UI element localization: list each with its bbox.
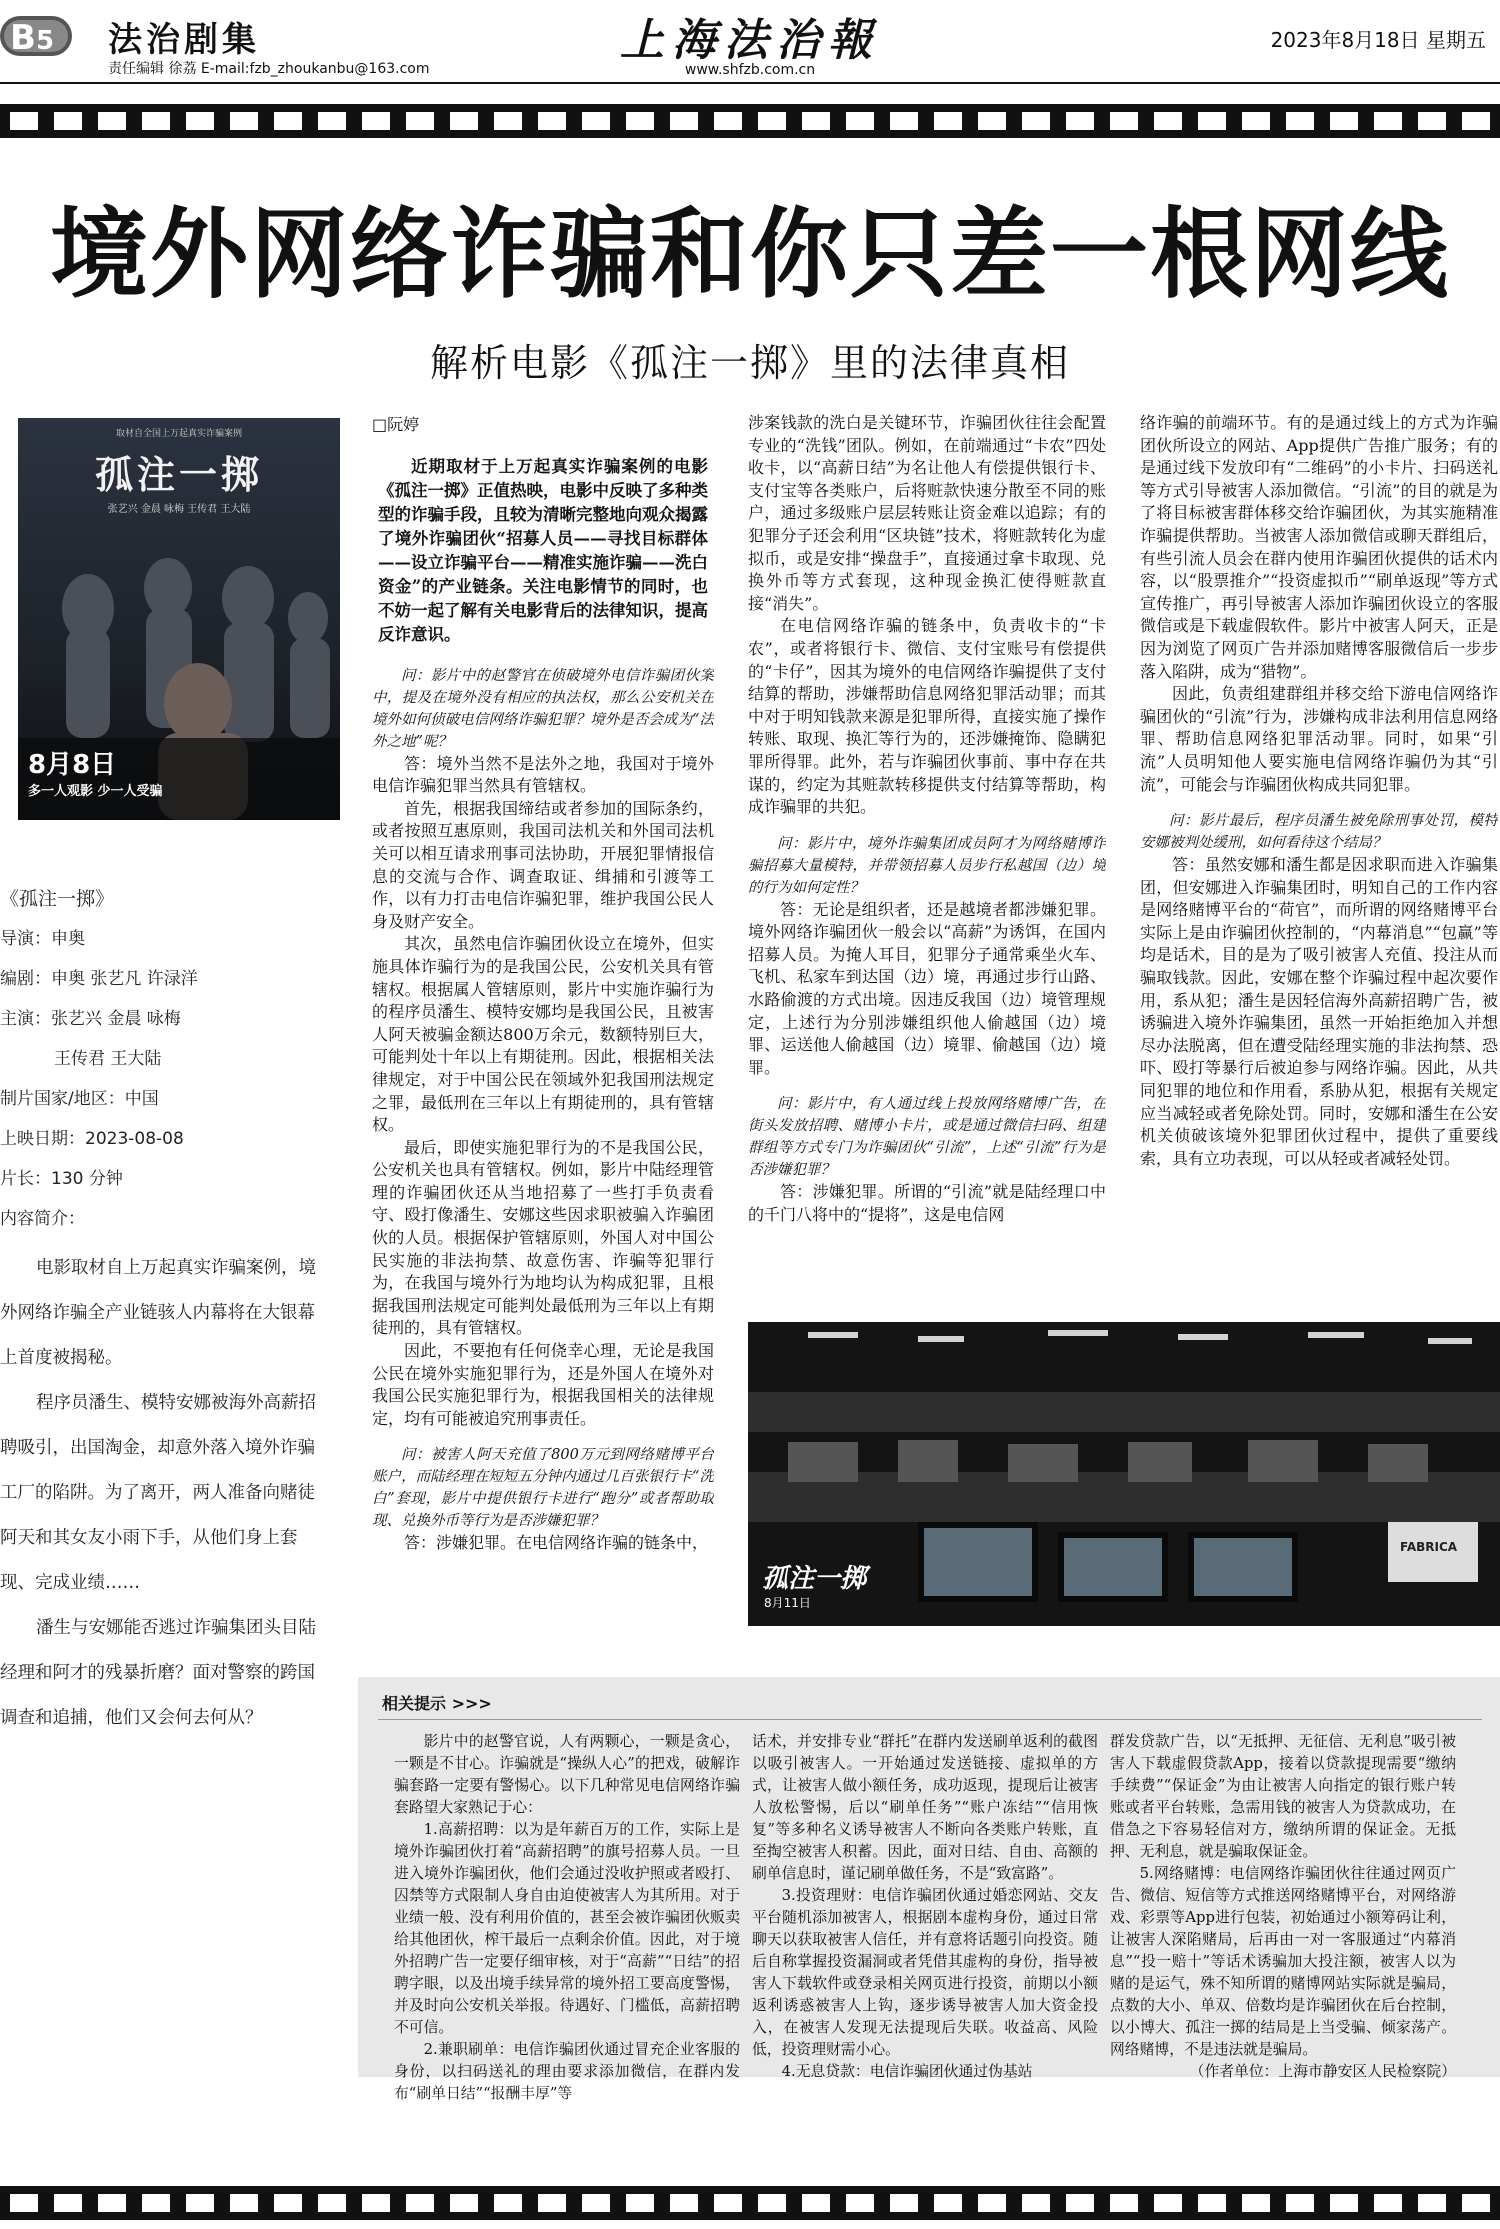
tip-paragraph: 群发贷款广告，以“无抵押、无征信、无利息”吸引被害人下载虚假贷款App，接着以贷款提现需要“缴纳手续费”“保证金”为由让被害人向指定的银行账户转账或者平台转账，急需用钱的被害人为贷款成功，在借急之下容易轻信对方，缴纳所谓的保证金。无抵押、无利息，就是骗取保证金。 bbox=[1110, 1733, 1456, 1860]
issue-date: 2023年8月18日 星期五 bbox=[1270, 28, 1486, 52]
question-3: 问：影片中，境外诈骗集团成员阿才为网络赌博诈骗招募大量模特，并带领招募人员步行私越国（边）境的行为如何定性？ bbox=[748, 835, 1106, 896]
film-perforation bbox=[934, 112, 962, 130]
related-rule bbox=[378, 1719, 1482, 1720]
film-perforation bbox=[318, 2194, 346, 2212]
film-perforation bbox=[1462, 2194, 1490, 2212]
editors-line: 责任编辑 徐荔 E-mail:fzb_zhoukanbu@163.com bbox=[108, 61, 430, 77]
svg-text:B: B bbox=[10, 18, 36, 58]
film-perforation bbox=[1242, 2194, 1270, 2212]
page-header bbox=[0, 0, 1500, 100]
film-strip-bottom bbox=[0, 2186, 1500, 2220]
film-perforation bbox=[10, 2194, 38, 2212]
film-perforation bbox=[890, 112, 918, 130]
poster-slogan: 多一人观影 少一人受骗 bbox=[28, 784, 163, 799]
still-date: 8月11日 bbox=[764, 1596, 811, 1610]
tip-paragraph: 4.无息贷款：电信诈骗团伙通过伪基站 bbox=[781, 2063, 1033, 2080]
tip-paragraph: 2.兼职刷单：电信诈骗团伙通过冒充企业客服的身份，以扫码送礼的理由要求添加微信，在群内发布“刷单日结”“报酬丰厚”等 bbox=[394, 2041, 740, 2102]
answer-paragraph: 因此，负责组建群组并移交给下游电信网络诈骗团伙的“引流”行为，涉嫌构成非法利用信息网络罪、帮助信息网络犯罪活动罪。同时，如果“引流”人员明知他人要实施电信网络诈骗仍为其“引流”，可能会与诈骗团伙构成共同犯罪。 bbox=[1140, 684, 1498, 794]
page-badge bbox=[0, 12, 96, 58]
film-strip-top bbox=[0, 104, 1500, 138]
section-title: 法治剧集 bbox=[108, 20, 260, 60]
film-perforation bbox=[1374, 2194, 1402, 2212]
film-perforation bbox=[758, 2194, 786, 2212]
question-1: 问：影片中的赵警官在侦破境外电信诈骗团伙案中，提及在境外没有相应的执法权，那么公安机关在境外如何侦破电信网络诈骗犯罪？境外是否会成为“法外之地”呢？ bbox=[372, 667, 714, 750]
film-perforation bbox=[318, 112, 346, 130]
film-perforation bbox=[714, 2194, 742, 2212]
answer-paragraph: 答：涉嫌犯罪。在电信网络诈骗的链条中， bbox=[404, 1533, 709, 1553]
poster-date: 8月8日 bbox=[28, 750, 117, 780]
film-perforation bbox=[274, 112, 302, 130]
film-perforation bbox=[1198, 2194, 1226, 2212]
related-column-1 bbox=[394, 1731, 740, 2105]
film-perforation bbox=[1462, 112, 1490, 130]
byline: □阮婷 bbox=[372, 415, 420, 434]
film-perforation bbox=[1110, 2194, 1138, 2212]
film-perforation bbox=[802, 112, 830, 130]
film-perforation bbox=[98, 2194, 126, 2212]
headline: 境外网络诈骗和你只差一根网线 bbox=[49, 198, 1450, 312]
film-cast-cont: 王传君 王大陆 bbox=[54, 1049, 162, 1069]
poster-tagline: 取材自全国上万起真实诈骗案例 bbox=[115, 429, 242, 439]
film-perforation bbox=[450, 2194, 478, 2212]
svg-text:5: 5 bbox=[36, 26, 55, 56]
film-perforation bbox=[670, 112, 698, 130]
question-4: 问：影片中，有人通过线上投放网络赌博广告，在街头发放招聘、赌博小卡片，或是通过微信扫码、组建群组等方式专门为诈骗团伙“引流”，上述“引流”行为是否涉嫌犯罪？ bbox=[748, 1096, 1106, 1179]
synopsis-label: 内容简介： bbox=[0, 1209, 85, 1229]
answer-paragraph: 其次，虽然电信诈骗团伙设立在境外，但实施具体诈骗行为的是我国公民，公安机关具有管辖权。根据属人管辖原则，影片中实施诈骗行为的程序员潘生、模特安娜均是我国公民，且被害人阿天被骗金额达800万余元，数额特别巨大，可能判处十年以上有期徒刑。因此，根据相关法律规定，对于中国公民在领域外犯我国刑法规定之罪，最低刑在三年以上有期徒刑的，具有管辖权。 bbox=[372, 934, 714, 1135]
film-perforation bbox=[538, 2194, 566, 2212]
film-perforation bbox=[406, 112, 434, 130]
answer-paragraph: 首先，根据我国缔结或者参加的国际条约，或者按照互惠原则，我国司法机关和外国司法机关可以相互请求刑事司法协助，开展犯罪情报信息的交流与合作、调查取证、缉捕和引渡等工作，以有力打击电信诈骗犯罪，维护我国公民人身及财产安全。 bbox=[372, 798, 714, 931]
question-5: 问：影片最后，程序员潘生被免除刑事处罚，模特安娜被判处缓刑，如何看待这个结局？ bbox=[1140, 813, 1498, 852]
film-perforation bbox=[1154, 2194, 1182, 2212]
film-perforation bbox=[98, 112, 126, 130]
synopsis-paragraph: 程序员潘生、模特安娜被海外高薪招聘吸引，出国淘金，却意外落入境外诈骗工厂的陷阱。为了离开，两人准备向赌徒阿天和其女友小雨下手，从他们身上套现、完成业绩…… bbox=[0, 1393, 316, 1593]
film-release: 上映日期：2023-08-08 bbox=[0, 1129, 184, 1149]
answer-paragraph: 络诈骗的前端环节。有的是通过线上的方式为诈骗团伙所设立的网站、App提供广告推广服务；有的是通过线下发放印有“二维码”的小卡片、扫码送礼等方式引导被害人添加微信。“引流”的目的就是为了将目标被害群体移交给诈骗团伙，为其实施精准诈骗提供帮助。当被害人添加微信或聊天群组后，有些引流人员会在群内使用诈骗团伙提供的话术内容，以“股票推介”“投资虚拟币”“刷单返现”等方式宣传推广，再引导被害人添加诈骗团伙设立的客服微信或是下载虚假软件。影片中被害人阿天，正是因为浏览了网页广告并添加赌博客服微信后一步步落入陷阱，成为“猎物”。 bbox=[1140, 413, 1498, 681]
article-column-1 bbox=[372, 414, 714, 1654]
poster-cast: 张艺兴 金晨 咏梅 王传君 王大陆 bbox=[107, 504, 251, 515]
article-column-2 bbox=[748, 412, 1106, 1312]
author-affiliation: （作者单位：上海市静安区人民检察院） bbox=[1189, 2063, 1456, 2080]
film-perforation bbox=[1286, 112, 1314, 130]
masthead: 上海法治報 bbox=[620, 15, 880, 66]
answer-paragraph: 涉案钱款的洗白是关键环节，诈骗团伙往往会配置专业的“洗钱”团队。例如，在前端通过“卡农”四处收卡，以“高薪日结”为名让他人有偿提供银行卡、支付宝等各类账户，后将赃款快速分散至不同的账户，通过多级账户层层转账让资金难以追踪；有的犯罪分子还会利用“区块链”技术，将赃款转化为虚拟币，或是安排“操盘手”，直接通过拿卡取现、兑换外币等方式套现，这种现金换汇使得赃款直接“消失”。 bbox=[748, 413, 1106, 613]
film-perforation bbox=[978, 2194, 1006, 2212]
film-perforation bbox=[714, 112, 742, 130]
film-perforation bbox=[1198, 112, 1226, 130]
film-perforation bbox=[274, 2194, 302, 2212]
related-tips-box bbox=[358, 1677, 1500, 2102]
answer-paragraph: 最后，即使实施犯罪行为的不是我国公民，公安机关也具有管辖权。例如，影片中陆经理管理的诈骗团伙还从当地招募了一些打手负责看守、殴打像潘生、安娜这些因求职被骗入诈骗团伙的人员。根据保护管辖原则，外国人对中国公民实施的非法拘禁、故意伤害、诈骗等犯罪行为，在我国与境外行为地均认为构成犯罪，且根据我国刑法规定可能判处最低刑为三年以上有期徒刑的，具有管辖权。 bbox=[372, 1137, 714, 1338]
film-perforation bbox=[890, 2194, 918, 2212]
film-perforation bbox=[670, 2194, 698, 2212]
film-perforation bbox=[362, 112, 390, 130]
film-cast: 主演：张艺兴 金晨 咏梅 bbox=[0, 1009, 181, 1029]
film-perforation bbox=[1418, 2194, 1446, 2212]
film-perforation bbox=[1022, 112, 1050, 130]
tip-paragraph: 5.网络赌博：电信网络诈骗团伙往往通过网页广告、微信、短信等方式推送网络赌博平台，对网络游戏、彩票等App进行包装，初始通过小额筹码让利，让被害人深陷赌局，后再由一对一客服通过“内幕消息”“投一赔十”等话术诱骗加大投注额，被害人以为赌的是运气，殊不知所谓的赌博网站实际就是骗局，点数的大小、单双、倍数均是诈骗团伙在后台控制，以小博大、孤注一掷的结局是上当受骗、倾家荡产。网络赌博，不是违法就是骗局。 bbox=[1110, 1865, 1456, 2058]
article-column-3 bbox=[1140, 412, 1498, 1312]
film-perforation bbox=[582, 112, 610, 130]
movie-still-photo bbox=[748, 1322, 1500, 1626]
answer-paragraph: 因此，不要抱有任何侥幸心理，无论是我国公民在境外实施犯罪行为，还是外国人在境外对我国公民实施犯罪行为，根据我国相关的法律规定，均有可能被追究刑事责任。 bbox=[372, 1341, 714, 1428]
poster-title: 孤注一掷 bbox=[94, 453, 263, 497]
film-perforation bbox=[978, 112, 1006, 130]
header-rule bbox=[0, 82, 1500, 84]
film-perforation bbox=[230, 2194, 258, 2212]
film-perforation bbox=[758, 112, 786, 130]
film-perforation bbox=[142, 2194, 170, 2212]
subheadline: 解析电影《孤注一掷》里的法律真相 bbox=[429, 341, 1070, 385]
film-perforation bbox=[186, 2194, 214, 2212]
film-perforation bbox=[54, 2194, 82, 2212]
film-perforation bbox=[1154, 112, 1182, 130]
related-column-3 bbox=[1110, 1731, 1456, 2083]
film-perforation bbox=[1066, 2194, 1094, 2212]
film-perforation bbox=[54, 112, 82, 130]
film-perforation bbox=[450, 112, 478, 130]
tip-paragraph: 3.投资理财：电信诈骗团伙通过婚恋网站、交友平台随机添加被害人，根据剧本虚构身份，通过日常聊天以获取被害人信任，并有意将话题引向投资。随后自称掌握投资漏洞或者凭借其虚构的身份，指导被害人下载软件或登录相关网页进行投资，前期以小额返利诱惑被害人上钩，逐步诱导被害人加大资金投入，在被害人发现无法提现后失联。收益高、风险低，投资理财需小心。 bbox=[752, 1887, 1098, 2058]
answer-paragraph: 答：境外当然不是法外之地，我国对于境外电信诈骗犯罪当然具有管辖权。 bbox=[372, 753, 714, 796]
answer-paragraph: 答：无论是组织者，还是越境者都涉嫌犯罪。境外网络诈骗团伙一般会以“高薪”为诱饵，在国内招募人员。为掩人耳目，犯罪分子通常乘坐火车、飞机、私家车到达国（边）境，再通过步行山路、水路偷渡的方式出境。因违反我国（边）境管理规定，上述行为分别涉嫌组织他人偷越国（边）境罪、运送他人偷越国（边）境罪、偷越国（边）境罪。 bbox=[748, 899, 1106, 1077]
film-perforation bbox=[846, 2194, 874, 2212]
answer-paragraph: 在电信网络诈骗的链条中，负责收卡的“卡农”，或者将银行卡、微信、支付宝账号有偿提供的“卡仔”，因其为境外的电信网络诈骗提供了支付结算的帮助，涉嫌帮助信息网络犯罪活动罪；而其中对于明知钱款来源是犯罪所得，直接实施了操作转账、取现、换汇等行为的，还涉嫌掩饰、隐瞒犯罪所得罪。此外，若与诈骗团伙事前、事中存在共谋的，约定为其赃款转移提供支付结算等帮助，构成诈骗罪的共犯。 bbox=[748, 616, 1106, 817]
film-perforation bbox=[626, 112, 654, 130]
tip-paragraph: 1.高薪招聘：以为是年薪百万的工作，实际上是境外诈骗团伙打着“高薪招聘”的旗号招募人员。一旦进入境外诈骗团伙，他们会通过没收护照或者殴打、囚禁等方式限制人身自由迫使被害人为其所用。对于业绩一般、没有利用价值的，甚至会被诈骗团伙贩卖给其他团伙，榨干最后一点剩余价值。因此，对于境外招聘广告一定要仔细审核，对于“高薪”“日结”的招聘字眼，以及出境手续异常的境外招工要高度警惕，并及时向公安机关举报。待遇好、门槛低，高薪招聘不可信。 bbox=[394, 1821, 740, 2036]
film-perforation bbox=[362, 2194, 390, 2212]
film-perforation bbox=[186, 112, 214, 130]
article-lead: 近期取材于上万起真实诈骗案例的电影《孤注一掷》正值热映，电影中反映了多种类型的诈骗手段，且较为清晰完整地向观众揭露了境外诈骗团伙“招募人员——寻找目标群体——设立诈骗平台——精准实施诈骗——洗白资金”的产业链条。关注电影情节的同时，也不妨一起了解有关电影背后的法律知识，提高反诈意识。 bbox=[378, 456, 708, 644]
film-perforation bbox=[1374, 112, 1402, 130]
film-info bbox=[0, 886, 320, 1741]
film-perforation bbox=[538, 112, 566, 130]
film-perforation bbox=[10, 112, 38, 130]
still-logo: 孤注一掷 bbox=[762, 1564, 867, 1594]
film-perforation bbox=[230, 112, 258, 130]
film-perforation bbox=[1242, 112, 1270, 130]
website-url: www.shfzb.com.cn bbox=[684, 62, 816, 78]
film-runtime: 片长：130 分钟 bbox=[0, 1169, 123, 1189]
film-perforation bbox=[494, 112, 522, 130]
tip-paragraph: 影片中的赵警官说，人有两颗心，一颗是贪心，一颗是不甘心。诈骗就是“操纵人心”的把戏，破解诈骗套路一定要有警惕心。以下几种常见电信网络诈骗套路望大家熟记于心： bbox=[394, 1733, 740, 1816]
film-perforation bbox=[1330, 112, 1358, 130]
film-country: 制片国家/地区：中国 bbox=[0, 1089, 159, 1109]
film-perforation bbox=[406, 2194, 434, 2212]
film-perforation bbox=[494, 2194, 522, 2212]
film-perforation bbox=[846, 112, 874, 130]
movie-poster bbox=[18, 418, 340, 820]
tip-paragraph: 话术，并安排专业“群托”在群内发送刷单返利的截图以吸引被害人。一开始通过发送链接、虚拟单的方式，让被害人做小额任务，成功返现，提现后让被害人放松警惕，后以“刷单任务”“账户冻结”“信用恢复”等多种名义诱导被害人不断向各类账户转账，直至掏空被害人积蓄。因此，面对日结、自由、高额的刷单信息时，谨记刷单做任务，不是“致富路”。 bbox=[752, 1733, 1098, 1882]
film-title: 《孤注一掷》 bbox=[0, 888, 115, 910]
film-perforation bbox=[1110, 112, 1138, 130]
film-writers: 编剧：申奥 张艺凡 许渌洋 bbox=[0, 969, 198, 989]
related-column-2 bbox=[752, 1731, 1098, 2083]
film-perforation bbox=[1418, 112, 1446, 130]
film-perforation bbox=[802, 2194, 830, 2212]
film-perforation bbox=[1022, 2194, 1050, 2212]
synopsis-paragraph: 电影取材自上万起真实诈骗案例，境外网络诈骗全产业链骇人内幕将在大银幕上首度被揭秘。 bbox=[0, 1258, 316, 1368]
film-perforation bbox=[626, 2194, 654, 2212]
answer-paragraph: 答：虽然安娜和潘生都是因求职而进入诈骗集团，但安娜进入诈骗集团时，明知自己的工作内容是网络赌博平台的“荷官”，而所谓的网络赌博平台实际上是由诈骗团伙控制的，“内幕消息”“包赢”等均是话术，目的是为了吸引被害人充值、投注从而骗取钱款。因此，安娜在整个诈骗过程中起次要作用，系从犯；潘生是因轻信海外高薪招聘广告，被诱骗进入境外诈骗集团，虽然一开始拒绝加入并想尽办法脱离，但在遭受陆经理实施的非法拘禁、恐吓、殴打等暴行后被迫参与网络诈骗。因此，从共同犯罪的地位和作用看，系胁从犯，根据有关规定应当减轻或者免除处罚。同时，安娜和潘生在公安机关侦破该境外犯罪团伙过程中，提供了重要线索，具有立功表现，可以从轻或者减轻处罚。 bbox=[1140, 855, 1498, 1168]
still-sign: FABRICA bbox=[1400, 1540, 1458, 1554]
answer-paragraph: 答：涉嫌犯罪。所谓的“引流”就是陆经理口中的千门八将中的“提将”，这是电信网 bbox=[748, 1182, 1106, 1225]
synopsis-paragraph: 潘生与安娜能否逃过诈骗集团头目陆经理和阿才的残暴折磨？面对警察的跨国调查和追捕，他们又会何去何从？ bbox=[0, 1618, 316, 1728]
film-perforation bbox=[934, 2194, 962, 2212]
related-heading: 相关提示 >>> bbox=[382, 1694, 492, 1713]
film-perforation bbox=[1066, 112, 1094, 130]
film-perforation bbox=[582, 2194, 610, 2212]
film-perforation bbox=[1286, 2194, 1314, 2212]
film-perforation bbox=[142, 112, 170, 130]
film-director: 导演：申奥 bbox=[0, 929, 85, 949]
question-2: 问：被害人阿天充值了800万元到网络赌博平台账户，而陆经理在短短五分钟内通过几百张银行卡“洗白”套现，影片中提供银行卡进行“跑分”或者帮助取现、兑换外币等行为是否涉嫌犯罪？ bbox=[372, 1447, 714, 1530]
film-perforation bbox=[1330, 2194, 1358, 2212]
